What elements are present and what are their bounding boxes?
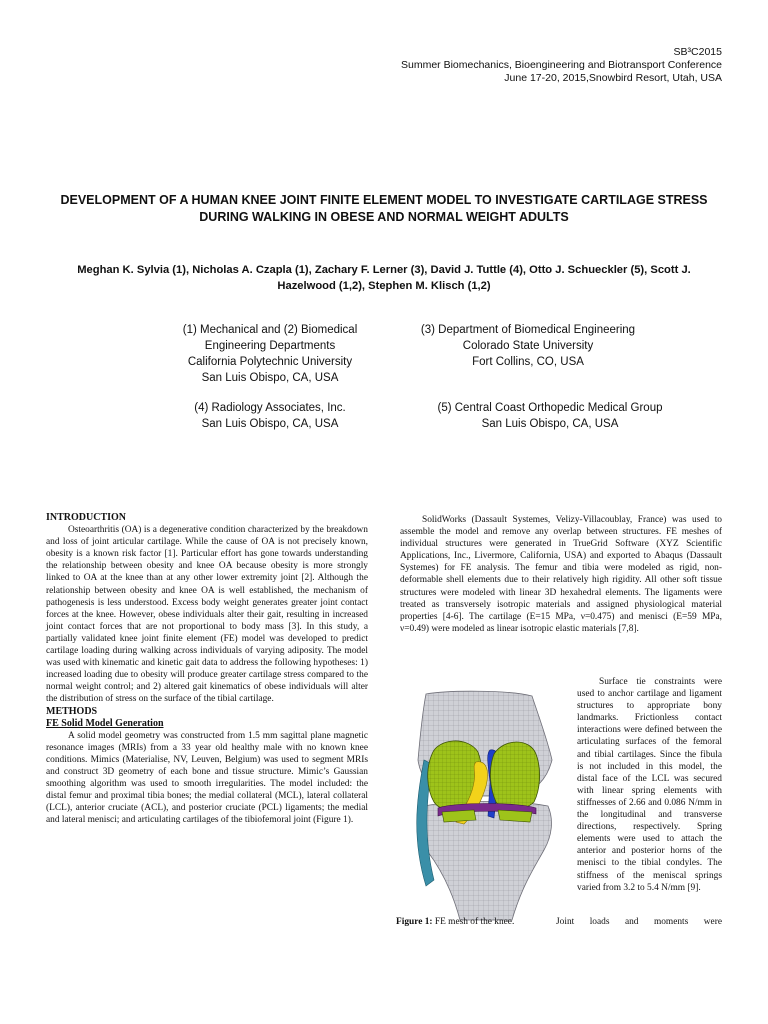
affiliation-line: Colorado State University [462,340,594,352]
conference-code: SB³C2015 [673,46,722,58]
affiliation-line: San Luis Obispo, CA, USA [201,418,339,430]
right-column-paragraph-1: SolidWorks (Dassault Systemes, Velizy-Villacoublay, France) was used to assemble the model and remove any overlap between structures. FE meshes of individual structures were generated in TrueGrid Software (XYZ Scientific Applications, Inc., Livermore, California, USA) and exported to Abaqus (Dassault Systemes) for FE analysis. The femur and tibia were modeled as rigid, non-deformable shell elements due to their relatively high rigidity. All other soft tissue structures were modeled with linear 3D hexahedral elements. The ligaments were treated as transversely isotropic materials and assigned physiological material properties [4-6]. The cartilage (E=15 MPa, ν=0.475) and menisci (E=59 MPa, ν=0.49) were modeled as linear isotropic elastic materials [7,8]. [400,515,722,634]
affiliation-4 [120,400,420,432]
introduction-paragraph: Osteoarthritis (OA) is a degenerative condition characterized by the breakdown and loss of joint articular cartilage. While the cause of OA is not precisely known, obesity is a known risk factor [1]. Particular effort has gone towards understanding the relationship between obesity and knee OA because obesity is more strongly linked to OA at the knee than at any other lower extremity joint [2]. Although the relationship between obesity and knee OA is well established, the mechanism of pathogenesis is less understood. Excess body weight generates greater joint contact forces at the knee. However, obese individuals alter their gait, resulting in increased joint contact forces that are not proportional to body mass [3]. In this study, a partially validated knee joint finite element (FE) model was developed to predict cartilage loading during walking across individuals of varying adiposity. The model was used with kinematic and kinetic gait data to address the following hypotheses: 1) increased loading due to obesity will produce greater cartilage stress compared to the normal weight control; and 2) altered gait kinematics of obese individuals will alter the distribution of stress on the surface of the tibial cartilage. [46,525,368,705]
conference-name: Summer Biomechanics, Bioengineering and Biotransport Conference [400,59,722,71]
figure-caption-text: FE mesh of the knee. [432,917,515,927]
methods-paragraph: A solid model geometry was constructed from 1.5 mm sagittal plane magnetic resonance images (MRIs) from a 33 year old healthy male with no known knee conditions. Mimics (Materialise, NV, Leuven, Belgium) was used to segment MRIs and construct 3D geometry of each bone and tissue structure. Mimic’s Gaussian smoothing algorithm was used to smooth irregularities. The model included: the distal femur and proximal tibia bones; the medial collateral (MCL), lateral collateral (LCL), anterior cruciate (ACL), and posterior cruciate (PCL) ligaments; the medial and lateral menisci; and articulating cartilages of the tibiofemoral joint (Figure 1). [46,730,368,826]
affiliation-line: (5) Central Coast Orthopedic Medical Group [437,402,663,414]
methods-heading: METHODS [46,705,98,717]
right-column-paragraph-3: Joint loads and moments were [556,917,722,927]
affiliation-line: (1) Mechanical and (2) Biomedical [182,324,358,336]
left-column [46,512,368,826]
affiliation-line: San Luis Obispo, CA, USA [201,372,339,384]
affiliation-line: Engineering Departments [204,340,336,352]
figure-caption [396,917,514,927]
affiliation-5 [380,400,720,432]
right-column-paragraph-2: Surface tie constraints were used to anchor cartilage and ligament structures to appropriate bony landmarks. Frictionless contact interactions were defined between the articulating surfaces of the femoral and tibial cartilages. Since the fibula is not included in this model, the distal face of the LCL was secured with linear spring elements with stiffnesses of 2.66 and 0.086 N/mm in the longitudinal and transverse directions, respectively. Spring elements were used to attach the anterior and posterior horns of the menisci to the tibial condyles. The stiffness of the meniscal springs varied from 3.2 to 5.4 N/mm [9]. [577,677,722,893]
affiliation-3 [378,322,678,370]
right-column [400,514,722,635]
right-column-wrapped-text [577,676,722,894]
tibia-bone [420,802,552,921]
conference-header [401,46,722,85]
figure-1-knee-mesh [398,690,570,922]
affiliation-line: (3) Department of Biomedical Engineering [420,324,636,336]
introduction-heading: INTRODUCTION [46,512,127,523]
conference-date-location: June 17-20, 2015,Snowbird Resort, Utah, USA [504,72,722,84]
affiliation-line: Fort Collins, CO, USA [472,356,584,368]
paper-title: DEVELOPMENT OF A HUMAN KNEE JOINT FINITE ELEMENT MODEL TO INVESTIGATE CARTILAGE STRESS DURING WALKING IN OBESE AND NORMAL WEIGHT ADULTS [60,193,708,224]
affiliation-line: San Luis Obispo, CA, USA [481,418,619,430]
author-list: Meghan K. Sylvia (1), Nicholas A. Czapla (1), Zachary F. Lerner (3), David J. Tuttle (4), Otto J. Schueckler (5), Scott J. Hazelwood (1,2), Stephen M. Klisch (1,2) [77,264,691,292]
figure-caption-label: Figure 1: [396,917,433,927]
knee-mesh-illustration [398,690,570,922]
affiliation-line: California Polytechnic University [187,356,353,368]
femoral-cartilage-lateral [490,742,539,810]
affiliation-line: (4) Radiology Associates, Inc. [194,402,346,414]
fe-solid-model-subheading: FE Solid Model Generation [46,717,164,729]
affiliation-1-2 [120,322,420,386]
